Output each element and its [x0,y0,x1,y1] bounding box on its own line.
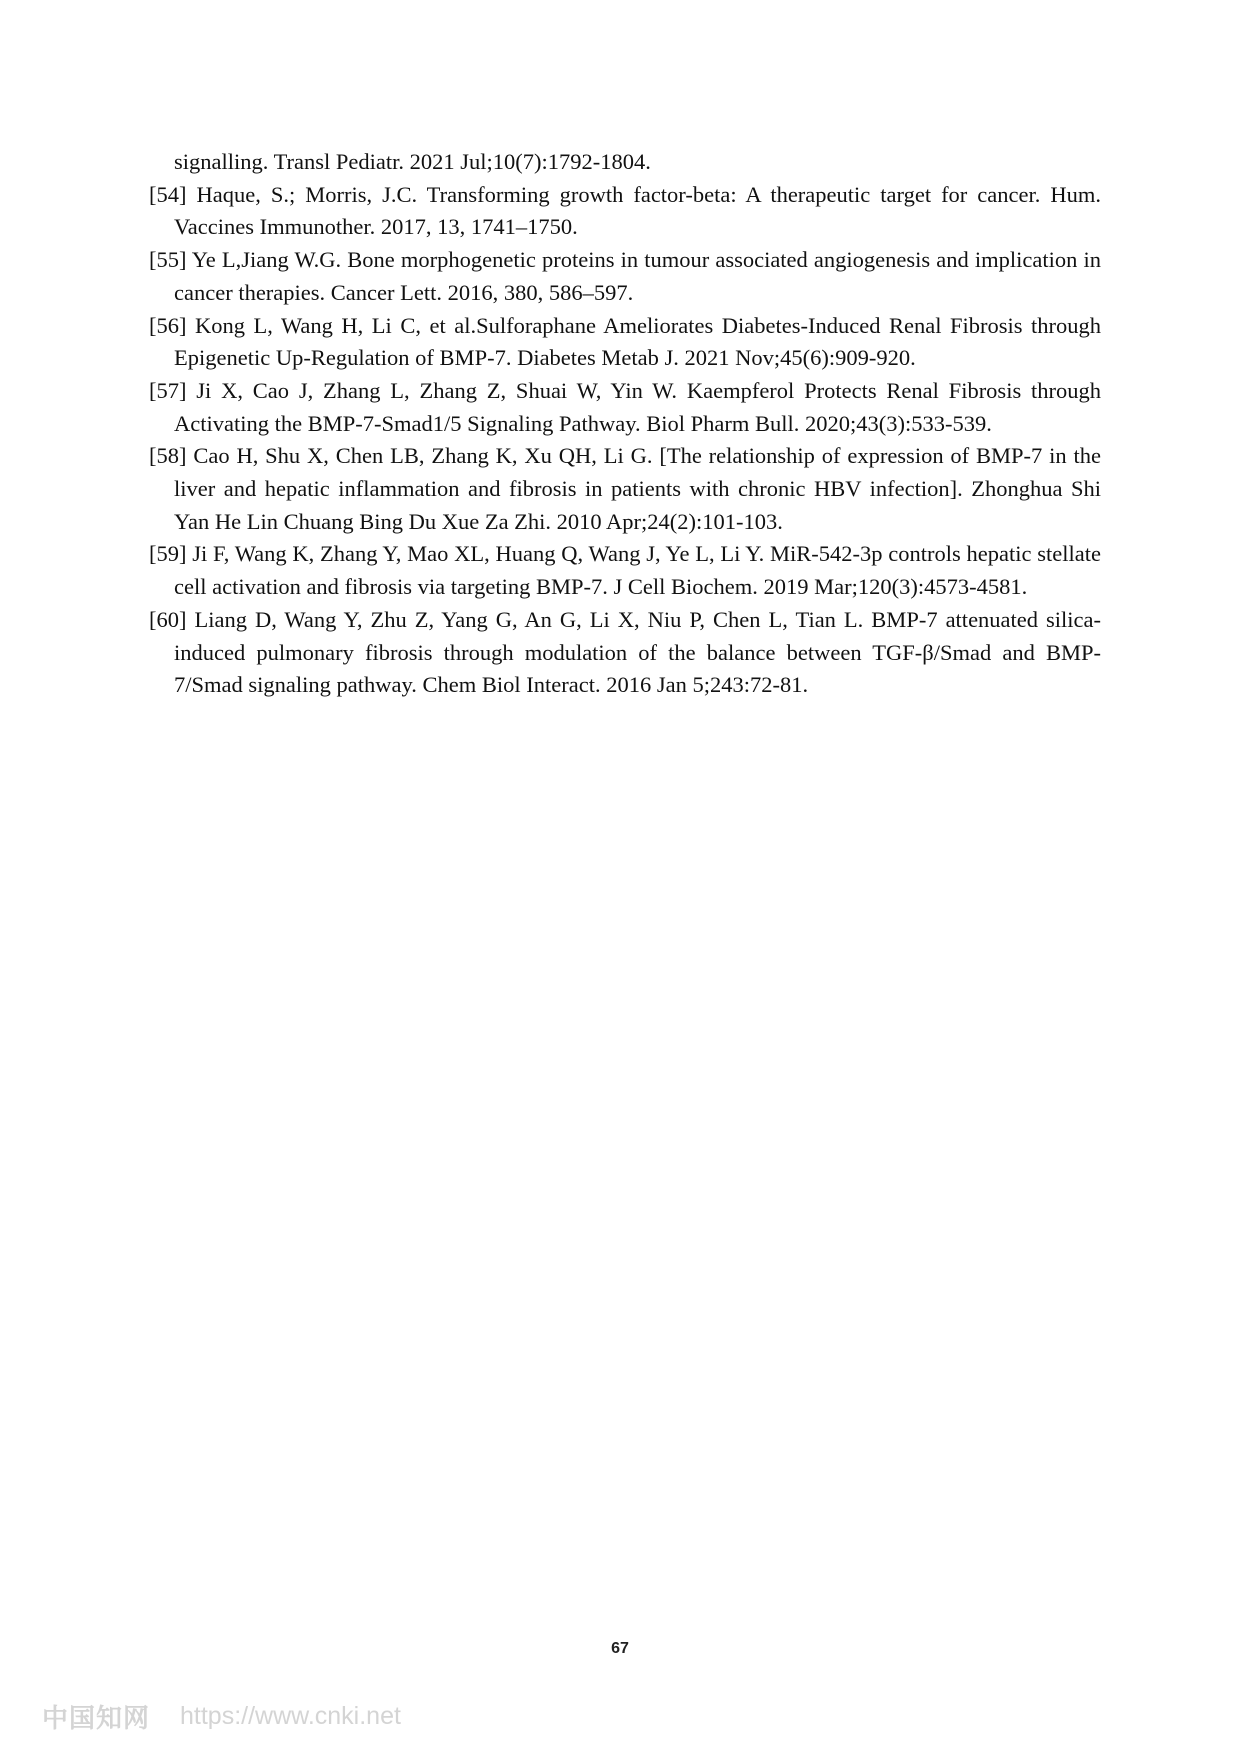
page-number: 67 [611,1640,629,1657]
reference-55: [55] Ye L,Jiang W.G. Bone morphogenetic proteins in tumour associated angiogenesis and implication in cancer therapies. Cancer Lett. 2016, 380, 586–597. [149,247,1101,305]
reference-continuation: signalling. Transl Pediatr. 2021 Jul;10(7):1792-1804. [174,149,651,174]
reference-list [149,146,1101,702]
reference-60: [60] Liang D, Wang Y, Zhu Z, Yang G, An G, Li X, Niu P, Chen L, Tian L. BMP-7 attenuated silica-induced pulmonary fibrosis through modulation of the balance between TGF-β/Smad and BMP-7/Smad signaling pathway. Chem Biol Interact. 2016 Jan 5;243:72-81. [149,606,1101,698]
watermark-url: https://www.cnki.net [180,1701,401,1730]
watermark-logo-text: 中国知网 [42,1702,151,1733]
reference-59: [59] Ji F, Wang K, Zhang Y, Mao XL, Huang Q, Wang J, Ye L, Li Y. MiR-542-3p controls hepatic stellate cell activation and fibrosis via targeting BMP-7. J Cell Biochem. 2019 Mar;120(3):4573-4581. [149,541,1101,600]
reference-54: [54] Haque, S.; Morris, J.C. Transforming growth factor-beta: A therapeutic target for cancer. Hum. Vaccines Immunother. 2017, 13, 1741–1750. [149,181,1101,240]
cnki-watermark [42,1700,401,1732]
reference-58: [58] Cao H, Shu X, Chen LB, Zhang K, Xu QH, Li G. [The relationship of expression of BMP-7 in the liver and hepatic inflammation and fibrosis in patients with chronic HBV infection]. Zhonghua Shi Yan He Lin Chuang Bing Du Xue Za Zhi. 2010 Apr;24(2):101-103. [149,443,1101,534]
reference-57: [57] Ji X, Cao J, Zhang L, Zhang Z, Shuai W, Yin W. Kaempferol Protects Renal Fibrosis through Activating the BMP-7-Smad1/5 Signaling Pathway. Biol Pharm Bull. 2020;43(3):533-539. [149,377,1101,436]
reference-56: [56] Kong L, Wang H, Li C, et al.Sulforaphane Ameliorates Diabetes-Induced Renal Fibrosis through Epigenetic Up-Regulation of BMP-7. Diabetes Metab J. 2021 Nov;45(6):909-920. [149,312,1101,371]
